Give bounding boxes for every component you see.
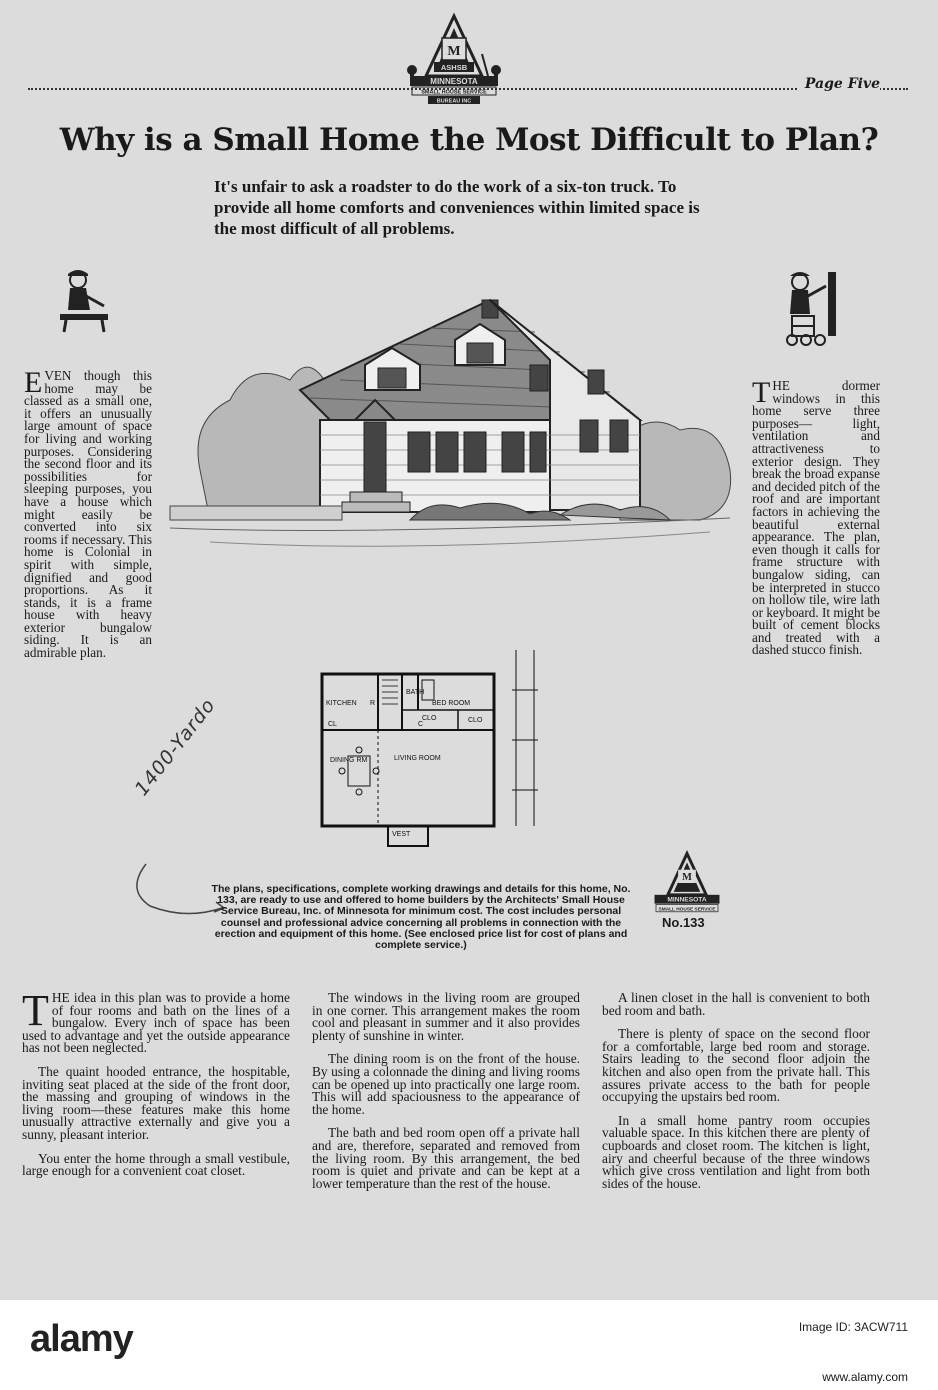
right-sidebar-body: HE dormer windows in this home serve three purposes— light, ventilation and attractiveness to exterior design. They break the broad expanse and decided pitch of the roof and are important factors in achieving the beautiful external appearance. The plan, even though it calls for frame structure with bungalow siding, can be interpreted in stucco on hollow tile, wire lath or keyboard. It might be built of cement blocks and treated with a dashed stucco finish.: [752, 378, 880, 658]
stock-url: www.alamy.com: [822, 1370, 908, 1384]
svg-text:SMALL HOUSE SERVICE: SMALL HOUSE SERVICE: [658, 907, 716, 913]
body-column-2: [312, 992, 580, 1201]
paragraph: The quaint hooded entrance, the hospitable, inviting seat placed at the side of the front door, the massing and grouping of windows in the living room—these features make this home unusually attractive externally and give you a sunny, pleasant interior.: [22, 1063, 290, 1142]
dropcap: T: [22, 986, 49, 1035]
svg-text:BATH: BATH: [406, 689, 425, 696]
floor-plan: [318, 650, 558, 850]
painter-illustration-right: [780, 266, 842, 346]
svg-text:MINNESOTA: MINNESOTA: [430, 77, 478, 86]
dropcap: E: [24, 366, 43, 399]
page-number: Page Five: [799, 76, 880, 92]
paragraph: A linen closet in the hall is convenient to both bed room and bath.: [602, 990, 870, 1018]
plan-number: No.133: [662, 915, 705, 930]
paragraph: The bath and bed room open off a private hall and are, therefore, separated and removed from the living room. By this arrangement, the bed room is quiet and private and can be kept at a lower temperature than the rest of the house.: [312, 1125, 580, 1191]
left-sidebar-body: VEN though this home may be classed as a small one, it offers an unusually large amount of space for living and working purposes. Considering the second floor and its possibilities for sleeping purposes, you have a house which might easily be converted into six rooms if necessary. This home is Colonial in spirit with simple, dignified and good proportions. As it stands, it is a frame house with heavy exterior bungalow siding. It is an admirable plan.: [24, 368, 152, 661]
bureau-logo-top: [404, 14, 504, 114]
svg-text:BUREAU INC: BUREAU INC: [436, 98, 472, 105]
svg-text:CLO: CLO: [468, 717, 483, 724]
paragraph: The windows in the living room are grouped in one corner. This arrangement makes the room cool and pleasant in summer and it also provides plenty of sunshine in winter.: [312, 990, 580, 1043]
article-subtitle: It's unfair to ask a roadster to do the work of a six-ton truck. To provide all home comforts and conveniences within limited space is the most difficult of all problems.: [214, 177, 700, 238]
svg-text:ASHSB: ASHSB: [440, 63, 468, 72]
body-column-1: [22, 986, 290, 1189]
image-id: [799, 1320, 908, 1334]
plan-credit-text: The plans, specifications, complete working drawings and details for this home, No. 133, are ready to use and offered to home builders by the Architects' Small House Service Bureau, Inc. of Minnesota for minimum cost. The cost includes personal counsel and professional advice concerning all problems in connection with the erection and equipment of this home. (See enclosed price list for cost of plans and complete service.): [211, 883, 631, 952]
stock-footer: [0, 1300, 938, 1390]
svg-text:VEST: VEST: [392, 831, 411, 838]
image-id-label: Image ID: 3ACW711: [798, 1320, 908, 1334]
svg-text:DINING RM: DINING RM: [330, 757, 368, 764]
svg-text:CLO: CLO: [422, 715, 437, 722]
svg-text:LIVING ROOM: LIVING ROOM: [394, 755, 441, 762]
carpenter-illustration-left: [56, 266, 112, 336]
paragraph: The dining room is on the front of the house. By using a colonnade the dining and living rooms can be opened up into practically one large room. This will add spaciousness to the appearance of the home.: [312, 1051, 580, 1117]
right-sidebar-text: [752, 376, 880, 658]
bureau-logo-small: [650, 852, 724, 914]
paragraph: In a small home pantry room occupies valuable space. In this kitchen there are plenty of cupboards and closet room. The kitchen is light, airy and cheerful because of the three windows which give cross ventilation and light from both sides of the house.: [602, 1112, 870, 1191]
svg-text:M: M: [447, 44, 461, 59]
paragraph: There is plenty of space on the second floor for a comfortable, large bed room and storage. Stairs leading to the second floor adjoin the kitchen and also open from the private hall. This assures private access to the bath for people occupying the upstairs bed room.: [602, 1026, 870, 1105]
dropcap: T: [752, 376, 771, 409]
svg-text:C: C: [418, 721, 424, 728]
svg-text:SMALL HOUSE SERVICE: SMALL HOUSE SERVICE: [421, 89, 487, 96]
body-column-3: [602, 992, 870, 1201]
paragraph: THE idea in this plan was to provide a home of four rooms and bath on the lines of a bungalow. Every inch of space has been used to advantage and yet the outside appearance has not been neglected.: [22, 986, 290, 1056]
alamy-logo: alamy: [30, 1318, 133, 1360]
svg-text:R: R: [370, 700, 376, 707]
svg-text:KITCHEN: KITCHEN: [326, 700, 357, 707]
paragraph: You enter the home through a small vestibule, large enough for a convenient coat closet.: [22, 1150, 290, 1179]
article-title: Why is a Small Home the Most Difficult to Plan?: [59, 122, 879, 158]
svg-text:BED ROOM: BED ROOM: [432, 700, 471, 707]
svg-text:MINNESOTA: MINNESOTA: [667, 896, 707, 904]
house-illustration: [170, 270, 750, 560]
svg-text:CL: CL: [328, 721, 337, 728]
svg-text:M: M: [682, 872, 692, 884]
left-sidebar-text: [24, 366, 152, 661]
header-rule: [28, 88, 908, 90]
handwritten-note: 1400-Yardo: [130, 694, 220, 800]
